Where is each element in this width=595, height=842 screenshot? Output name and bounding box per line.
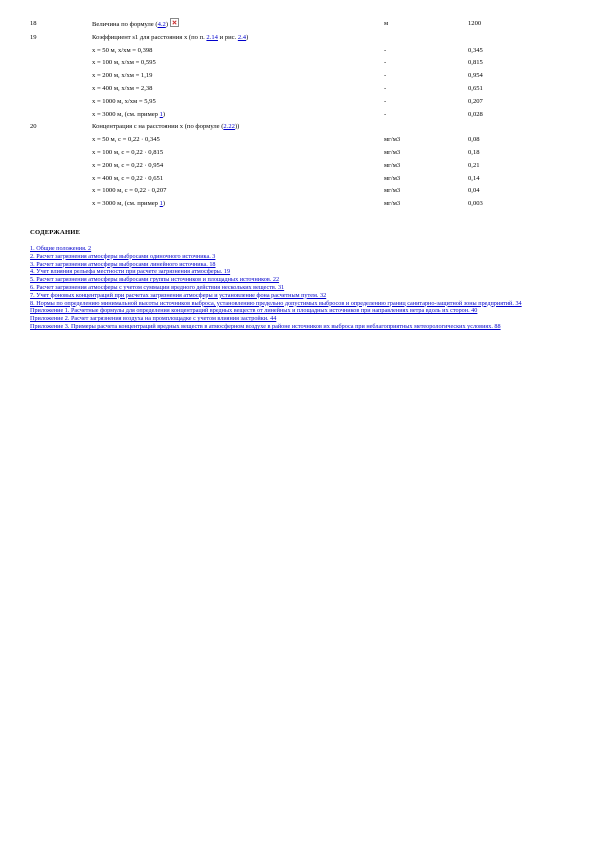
- calculation-table: [30, 18, 570, 211]
- row-value: 1200: [468, 20, 482, 27]
- row-number: 18: [30, 20, 37, 27]
- reference-link[interactable]: 2.22: [223, 123, 235, 131]
- table-row: [30, 70, 570, 83]
- description-text: ): [246, 33, 249, 41]
- row-number: [30, 57, 92, 70]
- reference-link[interactable]: 2.4: [237, 33, 247, 41]
- row-description: x = 200 м, c = 0,22 · 0,954: [92, 161, 164, 169]
- row-value: 0,08: [468, 136, 480, 144]
- reference-link[interactable]: 1: [159, 110, 163, 118]
- row-number: [30, 96, 92, 109]
- row-unit: -: [384, 46, 387, 54]
- row-number: [30, 198, 92, 211]
- row-description: x = 100 м, x/xм = 0,595: [92, 59, 156, 67]
- description-text: ): [162, 110, 166, 118]
- row-unit: мг/м3: [384, 161, 401, 169]
- toc-link[interactable]: 8. Нормы по определению минимальной высоты источников выброса, установлению предельно допустимых выбросов и определению границ санитарно-защитной зоны предприятий. 34: [30, 299, 522, 307]
- row-description: [92, 198, 384, 211]
- toc-link[interactable]: 6. Расчет загрязнения атмосферы с учетом суммации вредного действия нескольких веществ. 31: [30, 283, 285, 291]
- row-value: 0,003: [468, 200, 483, 208]
- row-unit: м: [384, 20, 389, 27]
- description-text: ): [165, 21, 169, 28]
- row-description: [92, 121, 384, 134]
- row-value: 0,207: [468, 97, 483, 105]
- description-text: )): [234, 123, 240, 131]
- table-row: [30, 160, 570, 173]
- toc-link[interactable]: 4. Учет влияния рельефа местности при расчете загрязнения атмосферы. 19: [30, 268, 231, 276]
- row-description: x = 200 м, x/xм = 1,19: [92, 72, 153, 80]
- description-text: и рис.: [217, 33, 238, 41]
- row-unit: мг/м3: [384, 136, 401, 144]
- row-unit: мг/м3: [384, 200, 401, 208]
- row-value: [468, 32, 570, 45]
- row-unit: -: [384, 59, 387, 67]
- table-of-contents: [30, 245, 558, 331]
- toc-heading: СОДЕРЖАНИЕ: [30, 229, 81, 236]
- row-number: [30, 173, 92, 186]
- table-row: [30, 185, 570, 198]
- row-number: [30, 185, 92, 198]
- row-unit: [384, 121, 468, 134]
- row-description: x = 1000 м, c = 0,22 · 0,207: [92, 187, 167, 195]
- table-row: [30, 32, 570, 45]
- reference-link[interactable]: 4.2: [157, 21, 166, 28]
- row-unit: мг/м3: [384, 148, 401, 156]
- toc-link[interactable]: 5. Расчет загрязнения атмосферы выбросами группы источников и площадных источников. 22: [30, 276, 280, 284]
- table-row: [30, 96, 570, 109]
- toc-link[interactable]: Приложение 2. Расчет загрязнения воздуха на промплощадке с учетом влияния застройки. 44: [30, 315, 277, 323]
- row-description: [92, 109, 384, 122]
- row-description: x = 100 м, c = 0,22 · 0,815: [92, 148, 164, 156]
- row-number: [30, 134, 92, 147]
- toc-link[interactable]: 1. Общие положения. 2: [30, 245, 92, 252]
- toc-link[interactable]: Приложение 1. Расчетные формулы для определения концентраций вредных веществ от линейных и площадных источников при направлениях ветра вдоль их сторон. 40: [30, 307, 478, 315]
- row-value: 0,14: [468, 174, 480, 182]
- row-value: 0,651: [468, 84, 483, 92]
- row-number: [30, 45, 92, 58]
- table-row: [30, 173, 570, 186]
- description-text: ): [162, 200, 166, 208]
- table-row: [30, 83, 570, 96]
- table-row: [30, 18, 570, 32]
- row-value: 0,028: [468, 110, 483, 118]
- description-text: x = 3000 м, (см. пример: [92, 200, 160, 208]
- row-unit: -: [384, 84, 387, 92]
- row-value: 0,18: [468, 148, 480, 156]
- row-unit: -: [384, 72, 387, 80]
- table-row: [30, 109, 570, 122]
- row-description: x = 400 м, x/xм = 2,38: [92, 84, 153, 92]
- row-value: 0,04: [468, 187, 480, 195]
- row-unit: -: [384, 110, 387, 118]
- row-unit: мг/м3: [384, 174, 401, 182]
- row-unit: -: [384, 97, 387, 105]
- table-row: [30, 57, 570, 70]
- table-row: [30, 134, 570, 147]
- row-number: 19: [30, 33, 37, 41]
- row-number: [30, 160, 92, 173]
- row-unit: мг/м3: [384, 187, 401, 195]
- row-value: 0,815: [468, 59, 483, 67]
- row-description: [92, 18, 384, 32]
- description-text: Величина по формуле (: [92, 21, 158, 28]
- table-row: [30, 121, 570, 134]
- row-value: 0,21: [468, 161, 480, 169]
- row-number: [30, 147, 92, 160]
- table-row: [30, 147, 570, 160]
- row-description: x = 400 м, c = 0,22 · 0,651: [92, 174, 164, 182]
- row-description: x = 50 м, c = 0,22 · 0,345: [92, 136, 160, 144]
- toc-link[interactable]: Приложение 3. Примеры расчета концентраций вредных веществ в атмосферном воздухе в районе источников их выброса при неблагоприятных метеорологических условиях. 88: [30, 322, 501, 330]
- row-description: [92, 32, 384, 45]
- row-number: [30, 109, 92, 122]
- row-number: [30, 70, 92, 83]
- toc-link[interactable]: 3. Расчет загрязнения атмосферы выбросами линейного источника. 18: [30, 260, 216, 268]
- broken-image-icon: [170, 18, 179, 27]
- description-text: x = 3000 м, (см. пример: [92, 110, 160, 118]
- table-row: [30, 45, 570, 58]
- row-description: x = 50 м, x/xм = 0,398: [92, 46, 153, 54]
- row-number: [30, 83, 92, 96]
- row-unit: [384, 32, 468, 45]
- toc-link[interactable]: 2. Расчет загрязнения атмосферы выбросами одиночного источника. 3: [30, 252, 216, 260]
- row-description: x = 1000 м, x/xм = 5,95: [92, 97, 156, 105]
- row-value: [468, 121, 570, 134]
- description-text: Концентрация с на расстоянии x (по формуле (: [92, 123, 224, 131]
- description-text: Коэффициент s1 для расстояния x (по п.: [92, 33, 207, 41]
- reference-link[interactable]: 2.14: [206, 33, 218, 41]
- row-value: 0,345: [468, 46, 483, 54]
- row-value: 0,954: [468, 72, 483, 80]
- row-number: 20: [30, 123, 37, 131]
- reference-link[interactable]: 1: [159, 200, 163, 208]
- toc-link[interactable]: 7. Учет фоновых концентраций при расчетах загрязнения атмосферы и установление фона расчетным путем. 32: [30, 291, 327, 299]
- table-row: [30, 198, 570, 211]
